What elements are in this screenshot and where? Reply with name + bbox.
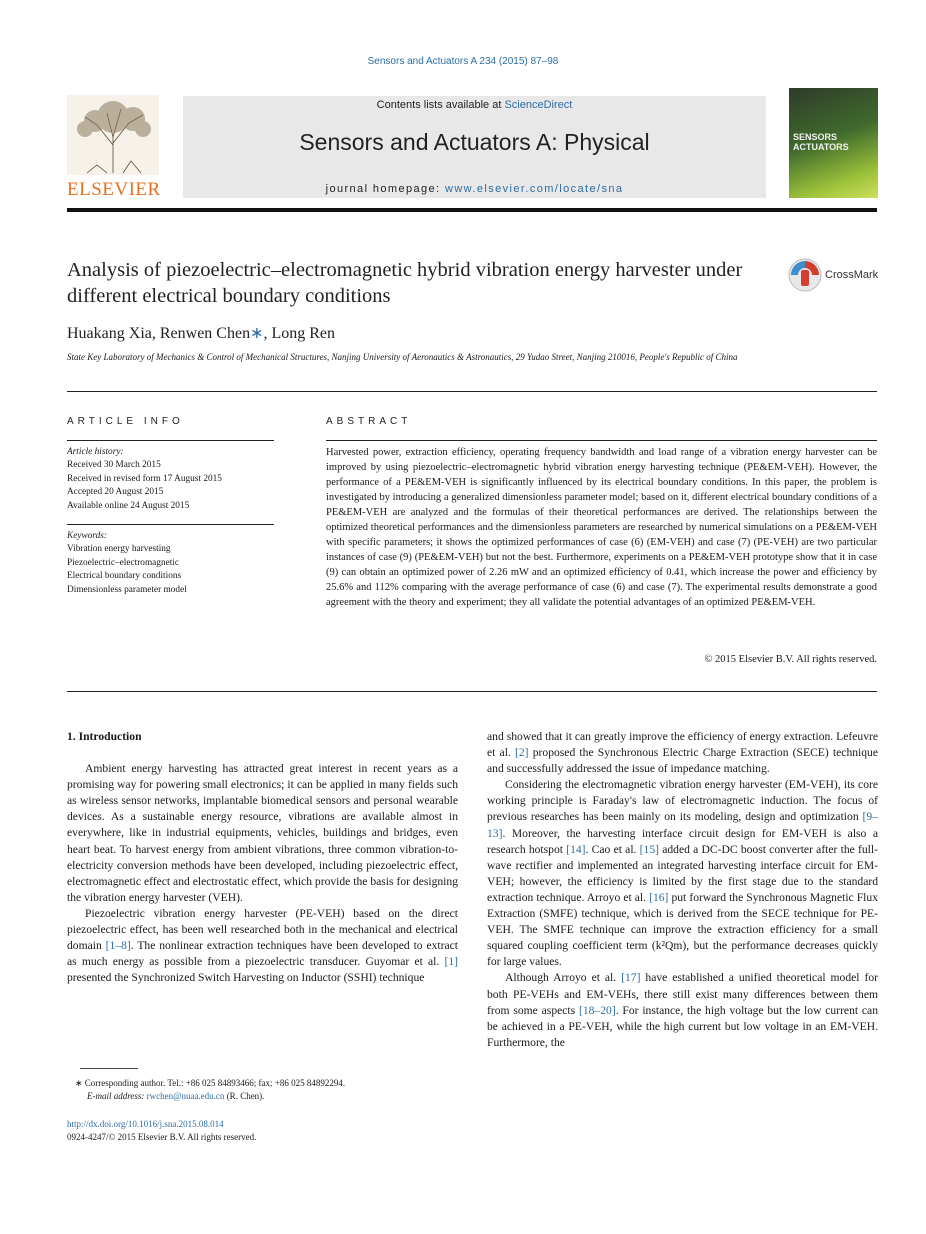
contents-line xyxy=(183,99,766,111)
journal-title: Sensors and Actuators A: Physical xyxy=(299,129,650,155)
abstract-text: Harvested power, extraction efficiency, operating frequency bandwidth and load range of a vibration energy harvester can be improved by using piezoelectric–electromagnetic hybrid vibration energy harvesting technique (PE&EM-VEH). However, the performance of a PE&EM-VEH is significantly influenced by its electrical boundary conditions. In this paper, the problem is investigated by introducing a generalized dimensionless parameter model; based on it, different electrical boundary conditions of a PE&EM-VEH are analyzed and the formulas of their theoretical performances are derived. The relationships between the optimized theoretical performances and the dimensionless parameters are researched by numerical simulations on a PE&EM-VEH with specific parameters; it shows the optimized performances of case (6) (EM-VEH) and case (7) (PE-VEH) are two particular instances of case (9) (PE&EM-VEH) but not the best. Furthermore, experiments on a PE&EM-VEH prototype show that it in case (9) can obtain an optimized power of 2.26 mW and an optimized efficiency of 0.41, which increase the power and efficiency by 25.6% and 112% comparing with the average performance of case (6) and case (7). The experimental results demonstrate a good agreement with the theory and experiment; they all validate the potential advantages of an optimized PE&EM-VEH. xyxy=(326,447,877,608)
text-run: put forward the Synchronous Magnetic Flux Extraction (SMFE) technique, which is derived from the SECE technique for PE-VEH. The SMFE technique can improve the extraction efficiency for a small squared coupling coefficient term (k²Qm), but the performance decreases quickly for large values. xyxy=(487,890,878,969)
email-label: E-mail address: xyxy=(87,1091,147,1101)
abstract-bottom-rule xyxy=(67,691,877,692)
text-run: Piezoelectric vibration energy harvester (PE-VEH) based on the direct piezoelectric effect, has been well researched both in the mechanical and electrical domain xyxy=(67,906,458,953)
reference-link[interactable]: [15] xyxy=(639,842,659,856)
history-online: Available online 24 August 2015 xyxy=(67,500,190,511)
reference-link[interactable]: [16] xyxy=(649,890,669,904)
author-3: , Long Ren xyxy=(263,325,336,342)
keyword-item: Dimensionless parameter model xyxy=(67,584,187,595)
homepage-link[interactable]: www.elsevier.com/locate/sna xyxy=(444,183,624,195)
article-history xyxy=(67,446,222,513)
email-suffix: (R. Chen). xyxy=(224,1091,265,1101)
abstract-rule xyxy=(326,440,877,441)
crossmark-badge[interactable] xyxy=(788,258,888,294)
body-right-column xyxy=(487,729,878,1051)
footnote xyxy=(67,1077,467,1103)
text-run: proposed the Synchronous Electric Charge Extraction (SECE) technique and successfully addressed the issue of impedance matching. xyxy=(487,746,878,776)
publisher-name: ELSEVIER xyxy=(67,179,161,200)
issn-line: 0924-4247/© 2015 Elsevier B.V. All rights reserved. xyxy=(67,1132,257,1142)
text-run: Considering the electromagnetic vibration energy harvester (EM-VEH), its core working principle is Faraday's law of electromagnetic induction. The focus of previous researches has been mainly on its modeling, design and optimization xyxy=(487,778,878,824)
bottom-meta xyxy=(67,1118,256,1144)
text-run: . Cao et al. xyxy=(585,842,640,856)
footnote-rule xyxy=(80,1068,138,1069)
contents-prefix: Contents lists available at xyxy=(376,99,505,111)
intro-paragraph-4 xyxy=(487,970,878,1050)
reference-link[interactable]: [17] xyxy=(621,971,641,985)
reference-link[interactable]: [1–8] xyxy=(105,939,131,953)
text-run: Although Arroyo et al. xyxy=(505,971,622,985)
crossmark-label: CrossMark xyxy=(825,269,879,281)
homepage-prefix: journal homepage: xyxy=(325,183,445,195)
author-1: Huakang Xia, xyxy=(67,325,160,342)
text-run: added a DC-DC boost converter after the full-wave rectifier and implemented an integrated harvesting interface circuit for EM-VEH; however, the efficiency is limited by the first stage due to the standard extraction technique. Arroyo et al. xyxy=(487,842,878,904)
abstract-copyright: © 2015 Elsevier B.V. All rights reserved. xyxy=(704,654,877,665)
corresponding-author-note: ∗ Corresponding author. Tel.: +86 025 84893466; fax: +86 025 84892294. xyxy=(75,1078,346,1088)
journal-banner xyxy=(183,96,766,198)
keyword-item: Vibration energy harvesting xyxy=(67,544,171,555)
info-top-rule xyxy=(67,391,877,392)
homepage-line xyxy=(183,183,766,195)
text-run: have established a unified theoretical model for both PE-VEHs and EM-VEHs, there still exist many differences between them from some aspects xyxy=(487,971,878,1017)
reference-link[interactable]: [9–13] xyxy=(487,810,878,840)
reference-link[interactable]: [1] xyxy=(444,955,458,969)
doi-link[interactable]: http://dx.doi.org/10.1016/j.sna.2015.08.014 xyxy=(67,1119,224,1129)
text-run: presented the Synchronized Switch Harvesting on Inductor (SSHI) technique xyxy=(67,971,425,985)
author-2[interactable]: Renwen Chen xyxy=(159,325,251,342)
affiliation: State Key Laboratory of Mechanics & Control of Mechanical Structures, Nanjing University of Aeronautics & Astronautics, 29 Yudao Street, Nanjing 210016, People's Republic of China xyxy=(67,352,738,362)
keyword-item: Piezoelectric–electromagnetic xyxy=(67,557,180,568)
history-label: Article history: xyxy=(67,447,124,457)
journal-cover[interactable] xyxy=(789,88,878,198)
sciencedirect-link[interactable]: ScienceDirect xyxy=(504,99,573,111)
reference-link[interactable]: [14] xyxy=(566,842,586,856)
reference-link[interactable]: [18–20] xyxy=(578,1003,616,1017)
text-run: . Moreover, the harvesting interface circuit design for EM-VEH is also a research hotspot xyxy=(487,826,878,856)
text-run: and showed that it can greatly improve the efficiency of energy extraction. Lefeuvre et al. xyxy=(487,730,878,760)
text-run: . The nonlinear extraction techniques have been developed to extract as much energy as possible from a piezoelectric transducer. Guyomar et al. xyxy=(67,939,458,969)
cover-text: SENSORS ACTUATORS xyxy=(793,132,849,152)
email-link[interactable]: rwchen@nuaa.edu.cn xyxy=(146,1091,225,1101)
abstract-heading: ABSTRACT xyxy=(326,416,412,427)
keyword-item: Electrical boundary conditions xyxy=(67,571,182,582)
corresponding-author-marker[interactable]: ∗ xyxy=(250,325,264,342)
info-rule-2 xyxy=(67,524,274,525)
keywords-label: Keywords: xyxy=(67,531,107,541)
paper-title: Analysis of piezoelectric–electromagnetic hybrid vibration energy harvester under different electrical boundary conditions xyxy=(67,259,743,307)
text-run: . For instance, the high voltage but the low current can be achieved in a PE-VEH, while the high current but low voltage in an EM-VEH. Furthermore, the xyxy=(487,1003,879,1049)
history-received: Received 30 March 2015 xyxy=(67,460,161,471)
intro-paragraph-2-cont xyxy=(487,729,878,777)
header-rule xyxy=(67,208,877,212)
intro-paragraph-1: Ambient energy harvesting has attracted great interest in recent years as a promising way for powering small electronics; it can be applied in many fields such as wireless sensor networks, implantable biomedical sensors and personal wearable devices. As a sustainable energy resource, vibrations are available almost in everywhere, like in industrial equipments, vehicles, buildings and bridges, even heart beat. To harvest energy from ambient vibrations, three common vibration-to-electricity conversion methods have been developed, including piezoelectric effect, electromagnetic effect and electrostatic effect, which provide the basis for designing the vibration energy harvester (VEH). xyxy=(67,762,458,904)
crossmark-icon xyxy=(788,258,822,292)
section-heading-introduction: 1. Introduction xyxy=(67,730,142,743)
author-list xyxy=(67,323,335,343)
body-left-column xyxy=(67,729,458,986)
intro-paragraph-2 xyxy=(67,906,458,986)
elsevier-logo xyxy=(67,95,159,200)
history-accepted: Accepted 20 August 2015 xyxy=(67,487,164,498)
email-line xyxy=(67,1090,467,1103)
reference-link[interactable]: [2] xyxy=(515,746,529,760)
history-revised: Received in revised form 17 August 2015 xyxy=(67,473,222,484)
keywords xyxy=(67,530,187,597)
article-info-heading: ARTICLE INFO xyxy=(67,416,184,427)
info-rule-1 xyxy=(67,440,274,441)
journal-citation[interactable]: Sensors and Actuators A 234 (2015) 87–98 xyxy=(367,56,559,67)
intro-paragraph-3 xyxy=(487,777,878,970)
